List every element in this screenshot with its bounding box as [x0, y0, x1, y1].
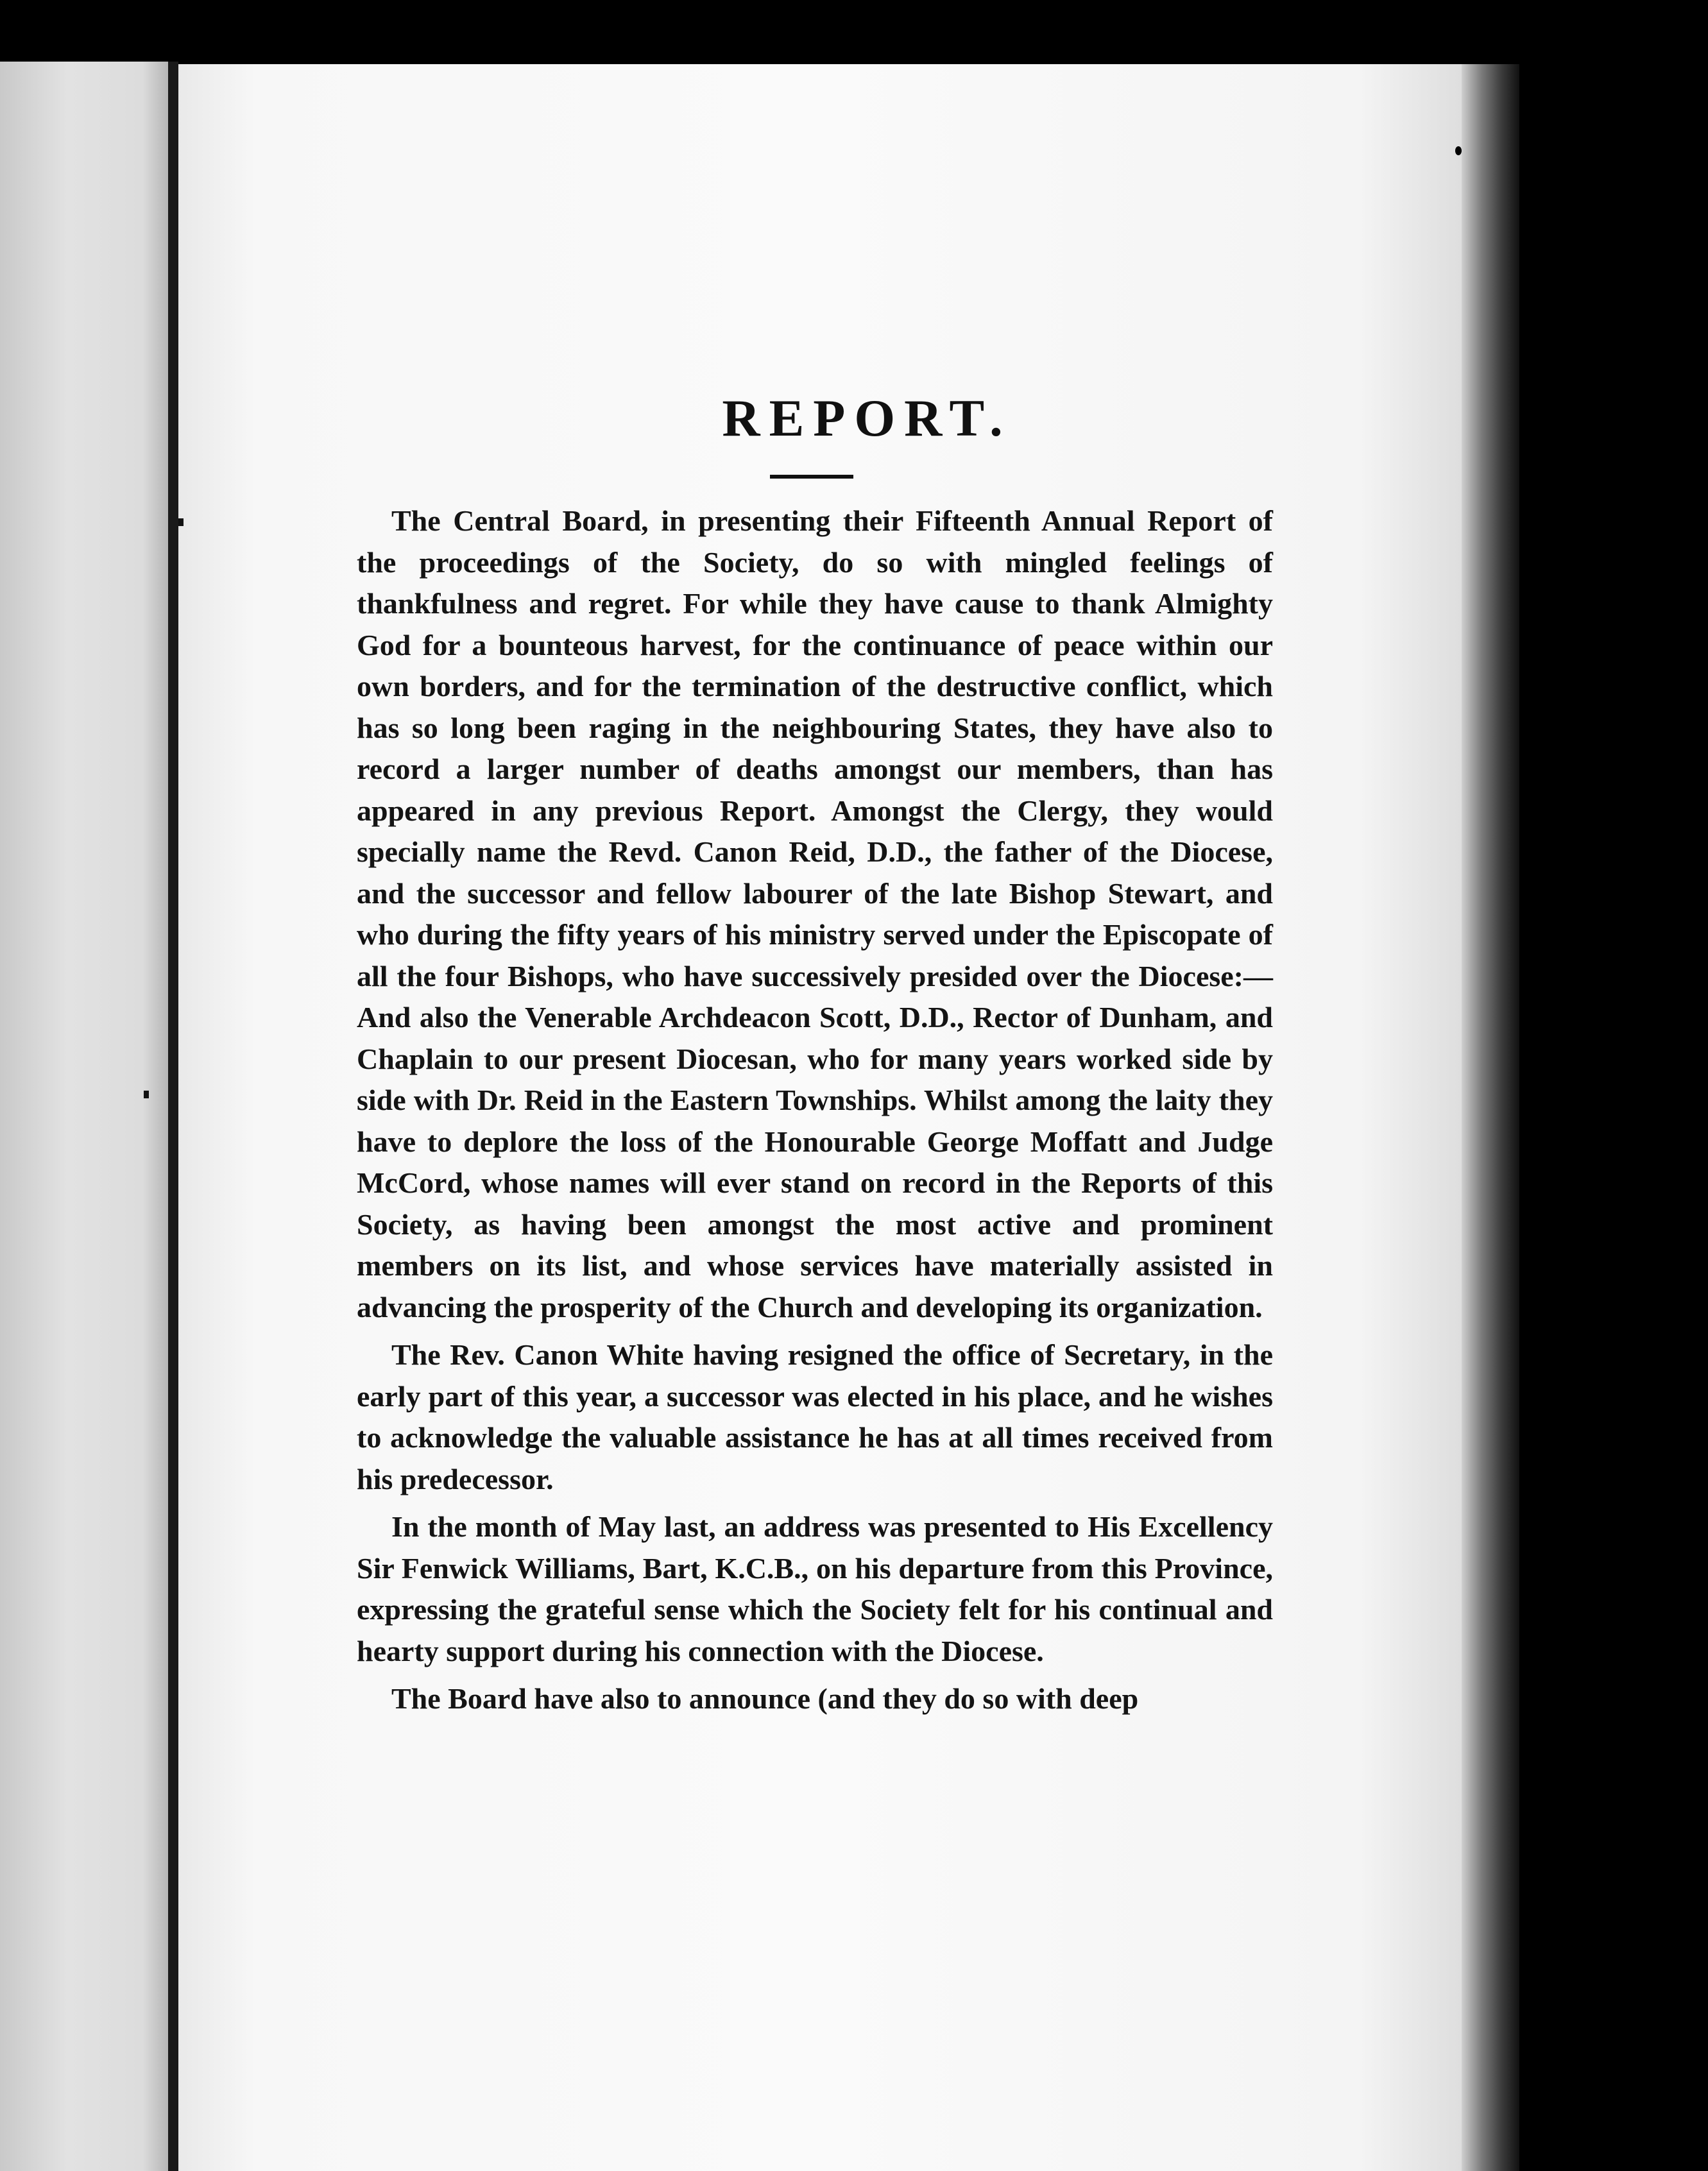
- edge-dot: [1455, 146, 1462, 155]
- report-body: [357, 500, 1273, 1726]
- page-edge-shadow: [1462, 64, 1519, 2171]
- margin-mark: [178, 518, 184, 526]
- facing-page-edge: [0, 62, 168, 2171]
- title-rule: [770, 475, 853, 479]
- paragraph-3: In the month of May last, an address was presented to His Excellency Sir Fenwick Williams, Bart, K.C.B., on his departure from this Province, expressing the grateful sense which the Society felt for his continual and hearty support during his connection with the Diocese.: [357, 1510, 1273, 1667]
- report-title: REPORT.: [722, 389, 1012, 447]
- report-heading-row: [0, 388, 1708, 448]
- book-gutter: [168, 62, 178, 2171]
- paragraph-4: The Board have also to announce (and they do so with deep: [391, 1682, 1139, 1715]
- paragraph-1: The Central Board, in presenting their Fifteenth Annual Report of the proceedings of the Society, do so with mingled feelings of thankfulness and regret. For while they have cause to thank Almighty God for a bounteous harvest, for the continuance of peace within our own borders, and for the termination of the destructive conflict, which has so long been raging in the neighbouring States, they have also to record a larger number of deaths amongst our members, than has appeared in any previous Report. Amongst the Clergy, they would specially name the Revd. Canon Reid, D.D., the father of the Diocese, and the successor and fellow labourer of the late Bishop Stewart, and who during the fifty years of his ministry served under the Episcopate of all the four Bishops, who have successively presided over the Diocese:—And also the Venerable Archdeacon Scott, D.D., Rector of Dunham, and Chaplain to our present Diocesan, who for many years worked side by side with Dr. Reid in the Eastern Townships. Whilst among the laity they have to deplore the loss of the Honourable George Moffatt and Judge McCord, whose names will ever stand on record in the Reports of this Society, as having been amongst the most active and prominent members on its list, and whose services have materially assisted in advancing the prosperity of the Church and developing its organization.: [357, 504, 1273, 1324]
- margin-mark: [144, 1091, 149, 1098]
- paragraph-2: The Rev. Canon White having resigned the office of Secretary, in the early part of this year, a successor was elected in his place, and he wishes to acknowledge the valuable assistance he has at all times received from his predecessor.: [357, 1338, 1273, 1495]
